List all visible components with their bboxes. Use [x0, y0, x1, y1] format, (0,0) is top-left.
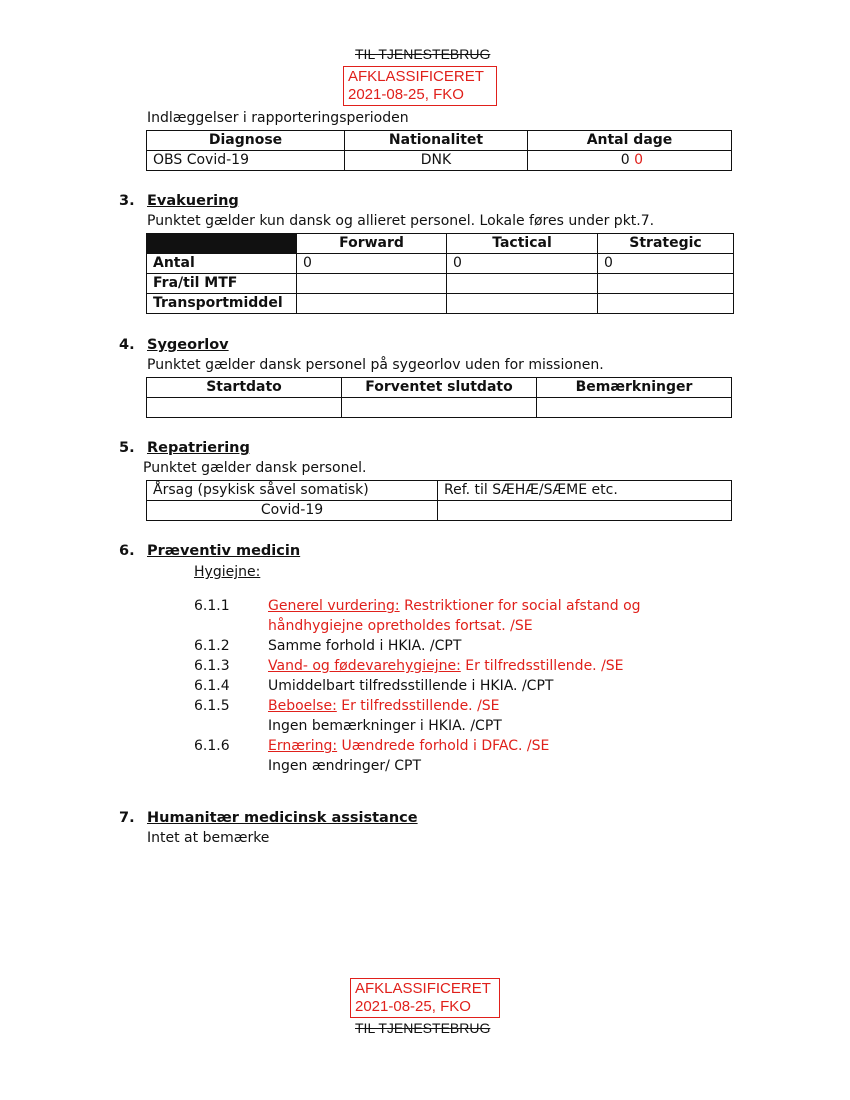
section-number: 6.: [119, 543, 135, 559]
item-number: 6.1.1: [194, 598, 230, 614]
item-number: 6.1.3: [194, 658, 230, 674]
cell: 0: [447, 254, 598, 274]
col-remarks: Bemærkninger: [537, 378, 732, 398]
cell: [342, 398, 537, 418]
cell-diagnosis: OBS Covid-19: [147, 151, 345, 171]
section-title: Præventiv medicin: [147, 543, 301, 559]
admissions-table: [146, 130, 732, 171]
stamp-line-1: AFKLASSIFICERET: [355, 980, 491, 997]
table-row: [147, 501, 732, 521]
section-title: Sygeorlov: [147, 337, 229, 353]
table-row: [147, 254, 734, 274]
list-item: [194, 696, 734, 736]
section-5-heading: [119, 440, 250, 456]
stamp-line-2: 2021-08-25, FKO: [355, 998, 471, 1015]
sick-leave-table: [146, 377, 732, 418]
item-label: Generel vurdering:: [268, 598, 400, 614]
col-forward: Forward: [297, 234, 447, 254]
item-text: [268, 596, 641, 616]
col-cause: Årsag (psykisk såvel somatisk): [147, 481, 438, 501]
list-item: [194, 736, 734, 776]
col-strategic: Strategic: [598, 234, 734, 254]
section-4-text: Punktet gælder dansk personel på sygeorlov uden for missionen.: [147, 357, 604, 373]
cell: [598, 294, 734, 314]
declassified-stamp-top: [343, 66, 497, 106]
corner-cell: [147, 234, 297, 254]
col-nationality: Nationalitet: [345, 131, 528, 151]
hygiene-subtitle: Hygiejne:: [194, 564, 261, 580]
section-number: 5.: [119, 440, 135, 456]
cell: 0: [297, 254, 447, 274]
item-body: Umiddelbart tilfredsstillende i HKIA. /CPT: [268, 678, 554, 694]
item-text: [268, 656, 624, 676]
stamp-line-1: AFKLASSIFICERET: [348, 68, 484, 85]
section-6-heading: [119, 543, 300, 559]
list-item: [194, 596, 734, 636]
days-value: 0: [620, 152, 630, 168]
section-3-text: Punktet gælder kun dansk og allieret personel. Lokale føres under pkt.7.: [147, 213, 655, 229]
stamp-line-2: 2021-08-25, FKO: [348, 86, 464, 103]
section-4-heading: [119, 337, 229, 353]
section-title: Humanitær medicinsk assistance: [147, 810, 418, 826]
item-body: Er tilfredsstillende. /SE: [460, 658, 624, 674]
col-tactical: Tactical: [447, 234, 598, 254]
section-number: 4.: [119, 337, 135, 353]
row-label: Fra/til MTF: [147, 274, 297, 294]
item-body: Restriktioner for social afstand og: [399, 598, 641, 614]
cell-cause: Covid-19: [147, 501, 438, 521]
item-label: Beboelse:: [268, 698, 337, 714]
repatriation-table: [146, 480, 732, 521]
list-item: [194, 656, 734, 676]
item-number: 6.1.6: [194, 738, 230, 754]
item-body-line2: håndhygiejne opretholdes fortsat. /SE: [268, 618, 533, 634]
cell: [297, 294, 447, 314]
item-text: [268, 736, 549, 756]
item-text: [268, 696, 500, 716]
section-title: Evakuering: [147, 193, 239, 209]
item-body: Uændrede forhold i DFAC. /SE: [337, 738, 550, 754]
list-item: [194, 676, 734, 696]
cell: [297, 274, 447, 294]
cell-days: [528, 151, 732, 171]
col-diagnosis: Diagnose: [147, 131, 345, 151]
row-label: Antal: [147, 254, 297, 274]
cell-reference: [438, 501, 732, 521]
section-number: 7.: [119, 810, 135, 826]
col-expected-end-date: Forventet slutdato: [342, 378, 537, 398]
list-item: [194, 636, 734, 656]
item-body: Samme forhold i HKIA. /CPT: [268, 638, 462, 654]
section-7-text: Intet at bemærke: [147, 830, 270, 846]
cell: [537, 398, 732, 418]
item-label: Ernæring:: [268, 738, 338, 754]
item-body-line2: Ingen ændringer/ CPT: [268, 758, 422, 774]
table-row: [147, 294, 734, 314]
cell-nationality: DNK: [345, 151, 528, 171]
declassified-stamp-bottom: [350, 978, 500, 1018]
item-number: 6.1.4: [194, 678, 230, 694]
admissions-caption: Indlæggelser i rapporteringsperioden: [147, 110, 409, 126]
section-3-heading: [119, 193, 239, 209]
table-row: [147, 398, 732, 418]
col-reference: Ref. til SÆHÆ/SÆME etc.: [438, 481, 732, 501]
classification-marking-top: TIL TJENESTEBRUG: [355, 46, 491, 62]
table-row: [147, 151, 732, 171]
section-7-heading: [119, 810, 418, 826]
cell: [598, 274, 734, 294]
item-number: 6.1.5: [194, 698, 230, 714]
cell: [147, 398, 342, 418]
col-days: Antal dage: [528, 131, 732, 151]
table-row: [147, 274, 734, 294]
col-start-date: Startdato: [147, 378, 342, 398]
item-body-line2: Ingen bemærkninger i HKIA. /CPT: [268, 718, 502, 734]
item-label: Vand- og fødevarehygiejne:: [268, 658, 461, 674]
cell: [447, 274, 598, 294]
days-added-value: 0: [634, 152, 643, 168]
row-label: Transportmiddel: [147, 294, 297, 314]
section-number: 3.: [119, 193, 135, 209]
evacuation-table: [146, 233, 734, 314]
item-body: Er tilfredsstillende. /SE: [336, 698, 500, 714]
classification-marking-bottom: TIL TJENESTEBRUG: [355, 1020, 491, 1036]
section-title: Repatriering: [147, 440, 250, 456]
item-number: 6.1.2: [194, 638, 230, 654]
cell: 0: [598, 254, 734, 274]
section-5-text: Punktet gælder dansk personel.: [143, 460, 367, 476]
cell: [447, 294, 598, 314]
